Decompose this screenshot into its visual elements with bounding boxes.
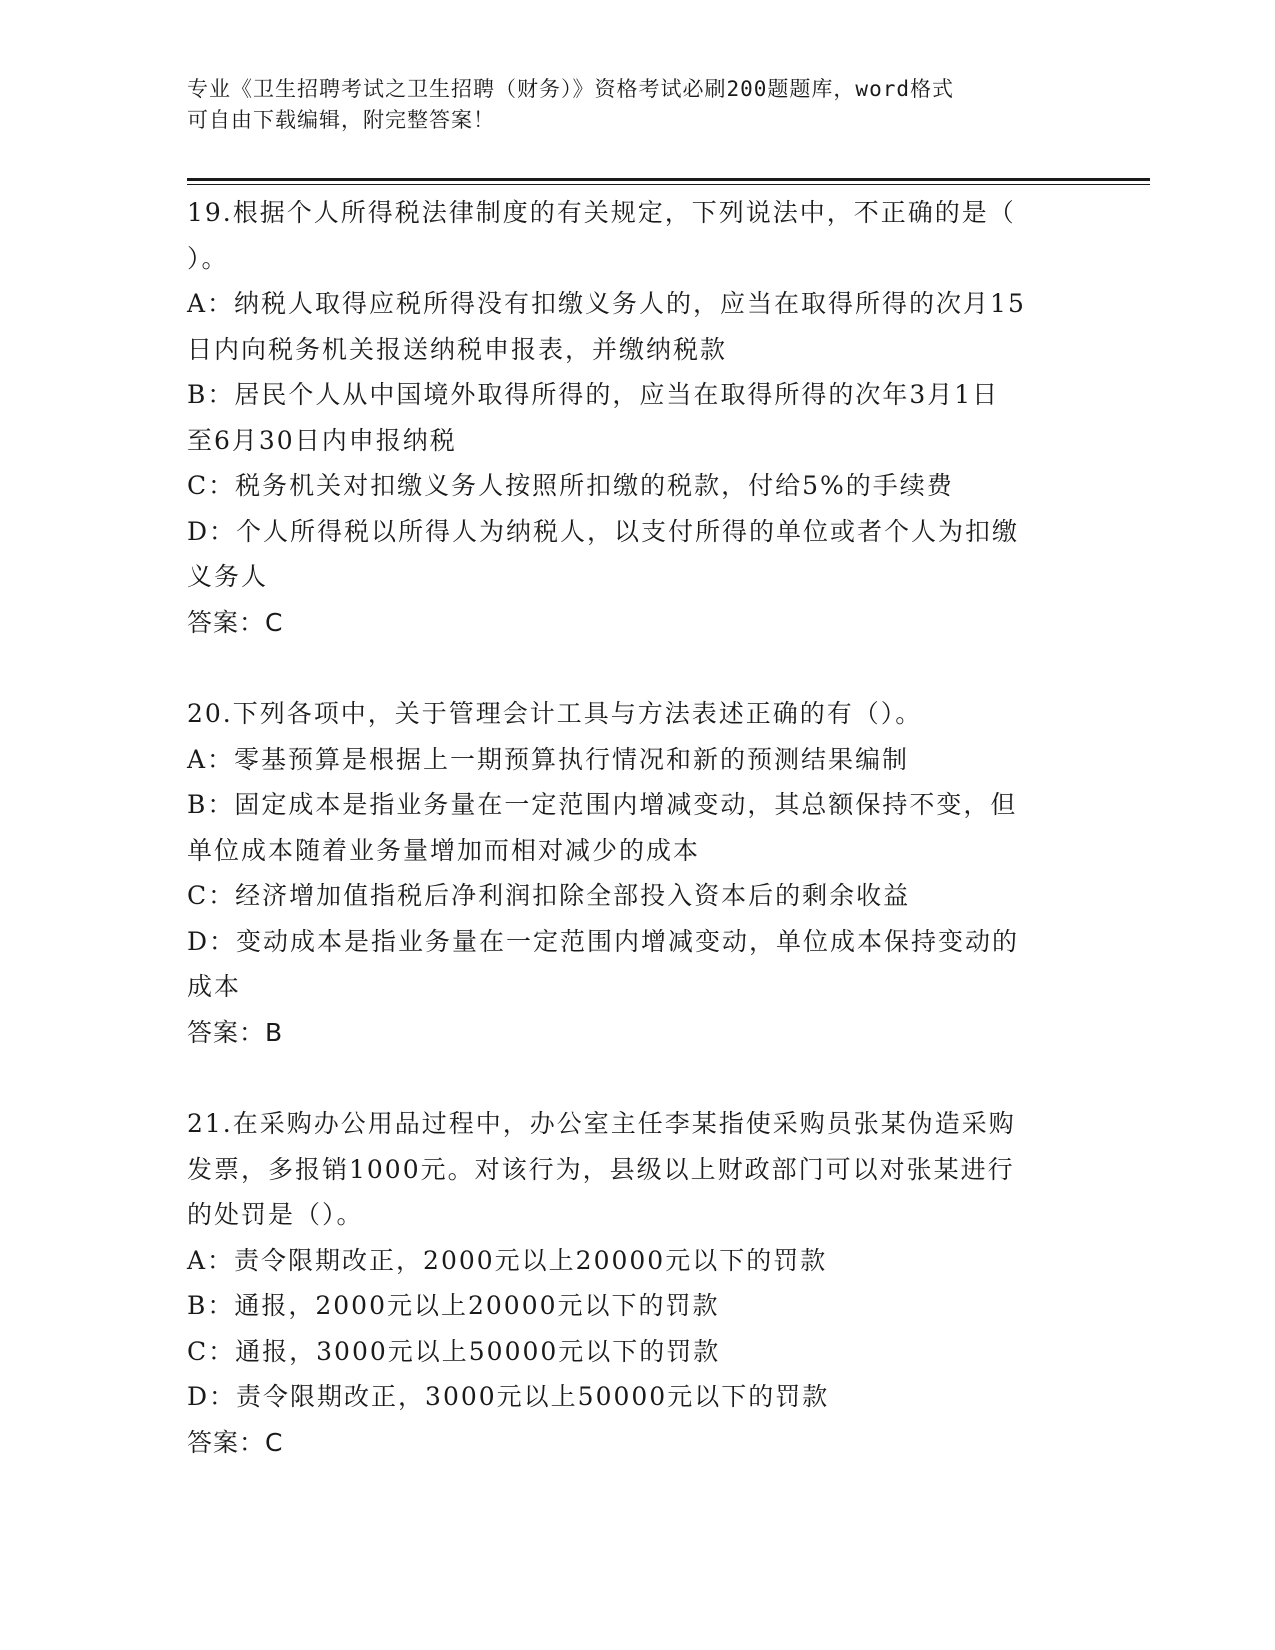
question-stem-line: 的处罚是（）。 [187, 1200, 364, 1229]
question-stem-line: 20.下列各项中，关于管理会计工具与方法表述正确的有（）。 [187, 699, 923, 728]
question-20 [187, 691, 1087, 1055]
option-c-line: C：通报，3000元以上50000元以下的罚款 [187, 1336, 721, 1366]
option-b-line: 单位成本随着业务量增加而相对减少的成本 [187, 835, 701, 865]
option-b-line: B：居民个人从中国境外取得所得的，应当在取得所得的次年3月1日 [187, 380, 1000, 409]
option-b-line: 至6月30日内申报纳税 [187, 425, 457, 455]
option-d-line: 成本 [187, 972, 242, 1001]
option-d-line: 义务人 [187, 562, 269, 591]
answer-label: 答案：B [187, 1017, 284, 1047]
question-spacer [187, 1055, 1087, 1101]
option-c-line: C：经济增加值指税后净利润扣除全部投入资本后的剩余收益 [187, 881, 911, 910]
option-a-line: 日内向税务机关报送纳税申报表，并缴纳税款 [187, 334, 728, 364]
option-a-line: A：零基预算是根据上一期预算执行情况和新的预测结果编制 [187, 744, 910, 774]
question-stem-line: ）。 [187, 243, 229, 273]
option-b-line: B：固定成本是指业务量在一定范围内增减变动，其总额保持不变，但 [187, 790, 1018, 819]
question-stem-line: 21.在采购办公用品过程中，办公室主任李某指使采购员张某伪造采购 [187, 1109, 1016, 1138]
question-21 [187, 1101, 1087, 1465]
header-line-1: 专业《卫生招聘考试之卫生招聘（财务）》资格考试必刷200题题库，word格式 [187, 77, 954, 101]
question-spacer [187, 645, 1087, 691]
document-header [187, 74, 1067, 136]
question-list [187, 190, 1087, 1465]
header-rule-thin [187, 184, 1150, 185]
header-rule-thick [187, 178, 1150, 181]
question-19 [187, 190, 1087, 645]
option-b-line: B：通报，2000元以上20000元以下的罚款 [187, 1291, 720, 1320]
header-line-2: 可自由下载编辑，附完整答案！ [187, 108, 495, 132]
option-d-line: D：责令限期改正，3000元以上50000元以下的罚款 [187, 1382, 830, 1411]
question-stem-line: 发票，多报销1000元。对该行为，县级以上财政部门可以对张某进行 [187, 1154, 1015, 1184]
answer-label: 答案：C [187, 1427, 284, 1457]
option-a-line: A：责令限期改正，2000元以上20000元以下的罚款 [187, 1245, 828, 1275]
question-stem-line: 19.根据个人所得税法律制度的有关规定，下列说法中，不正确的是（ [187, 198, 1016, 227]
answer-label: 答案：C [187, 607, 284, 637]
option-d-line: D：变动成本是指业务量在一定范围内增减变动，单位成本保持变动的 [187, 926, 1020, 956]
option-d-line: D：个人所得税以所得人为纳税人，以支付所得的单位或者个人为扣缴 [187, 516, 1020, 546]
option-c-line: C：税务机关对扣缴义务人按照所扣缴的税款，付给5%的手续费 [187, 471, 954, 500]
option-a-line: A：纳税人取得应税所得没有扣缴义务人的，应当在取得所得的次月15 [187, 289, 1026, 318]
